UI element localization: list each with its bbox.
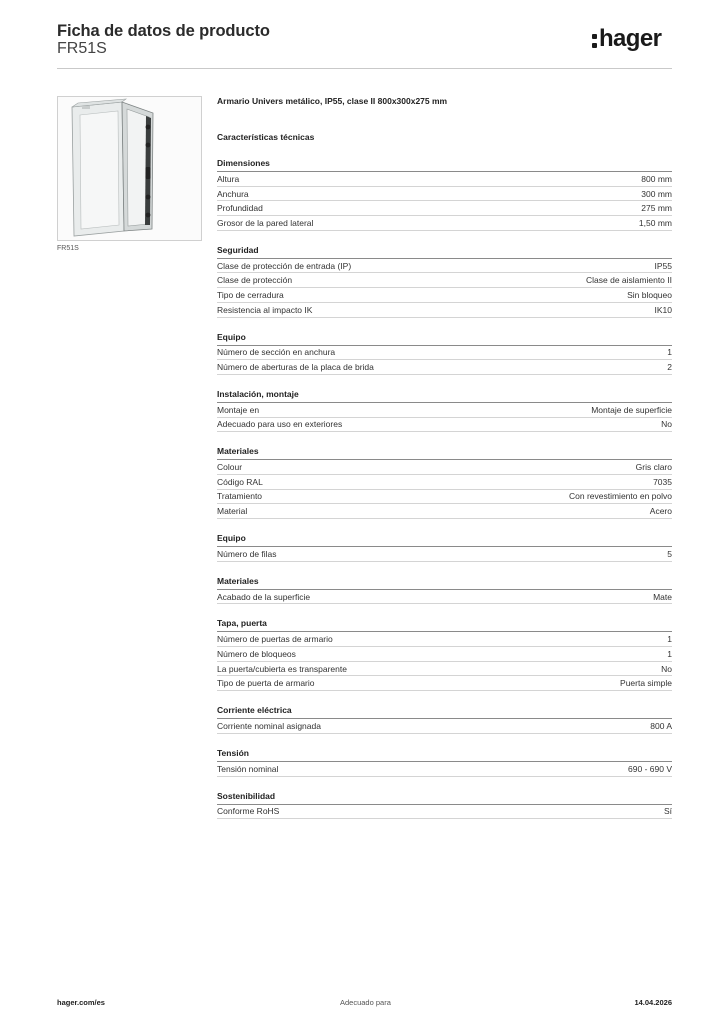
spec-value: 690 - 690 V: [628, 763, 672, 774]
section-title: Equipo: [217, 331, 672, 346]
spec-label: Altura: [217, 173, 240, 184]
datasheet-main: [217, 94, 672, 819]
page-title: Ficha de datos de producto: [57, 22, 270, 40]
spec-row: [217, 632, 672, 647]
spec-row: [217, 504, 672, 519]
product-image: [57, 96, 202, 241]
spec-value: 1,50 mm: [638, 217, 672, 228]
spec-value: 300 mm: [641, 188, 672, 199]
spec-section: [217, 388, 672, 432]
spec-value: 275 mm: [641, 203, 672, 214]
footer-note: Adecuado para: [340, 998, 391, 1007]
spec-label: Número de puertas de armario: [217, 634, 333, 645]
spec-label: Anchura: [217, 188, 249, 199]
footer-website: hager.com/es: [57, 998, 105, 1007]
spec-row: [217, 805, 672, 820]
spec-row: [217, 259, 672, 274]
spec-row: [217, 172, 672, 187]
product-description: Armario Univers metálico, IP55, clase II 800x300x275 mm: [217, 96, 448, 106]
spec-value: 2: [667, 362, 672, 373]
spec-label: Resistencia al impacto IK: [217, 304, 313, 315]
spec-label: Número de filas: [217, 548, 277, 559]
spec-label: Tipo de puerta de armario: [217, 678, 315, 689]
spec-row: [217, 201, 672, 216]
spec-row: [217, 360, 672, 375]
spec-label: Clase de protección: [217, 275, 293, 286]
section-title: Corriente eléctrica: [217, 704, 672, 719]
spec-sections: [217, 157, 672, 819]
spec-row: [217, 273, 672, 288]
spec-row: [217, 762, 672, 777]
spec-row: [217, 590, 672, 605]
spec-value: 800 mm: [641, 173, 672, 184]
spec-row: [217, 403, 672, 418]
logo-text: hager: [599, 25, 662, 52]
spec-value: Montaje de superficie: [591, 404, 672, 415]
spec-value: Con revestimiento en polvo: [568, 491, 672, 502]
spec-value: Clase de aislamiento II: [586, 275, 672, 286]
spec-label: Número de aberturas de la placa de brida: [217, 362, 374, 373]
section-title: Dimensiones: [217, 157, 672, 172]
header-divider: [57, 68, 672, 69]
section-title: Instalación, montaje: [217, 388, 672, 403]
hager-logo: [592, 26, 661, 58]
product-image-caption: FR51S: [57, 245, 79, 252]
spec-label: Montaje en: [217, 404, 260, 415]
spec-label: Acabado de la superficie: [217, 591, 311, 602]
spec-label: Material: [217, 506, 248, 517]
spec-row: [217, 346, 672, 361]
section-title: Seguridad: [217, 244, 672, 259]
section-title: Materiales: [217, 575, 672, 590]
spec-section: [217, 617, 672, 691]
spec-value: 1: [667, 347, 672, 358]
spec-section: [217, 575, 672, 605]
spec-value: 5: [667, 548, 672, 559]
spec-row: [217, 303, 672, 318]
product-code: FR51S: [57, 40, 107, 57]
spec-value: Sin bloqueo: [627, 289, 672, 300]
spec-row: [217, 475, 672, 490]
spec-label: Tipo de cerradura: [217, 289, 284, 300]
section-title: Materiales: [217, 445, 672, 460]
spec-label: Número de sección en anchura: [217, 347, 336, 358]
spec-value: IP55: [654, 260, 672, 271]
spec-value: 7035: [653, 476, 672, 487]
section-title: Equipo: [217, 532, 672, 547]
spec-row: [217, 460, 672, 475]
spec-row: [217, 187, 672, 202]
spec-value: Sí: [663, 806, 672, 817]
spec-row: [217, 216, 672, 231]
spec-row: [217, 719, 672, 734]
spec-label: Colour: [217, 462, 243, 473]
spec-row: [217, 288, 672, 303]
spec-label: Corriente nominal asignada: [217, 720, 321, 731]
spec-section: [217, 532, 672, 562]
logo-dots-icon: [592, 34, 597, 48]
spec-section: [217, 445, 672, 519]
spec-value: 1: [667, 634, 672, 645]
section-title: Tapa, puerta: [217, 617, 672, 632]
spec-row: [217, 647, 672, 662]
spec-label: Tensión nominal: [217, 763, 279, 774]
spec-section: [217, 331, 672, 375]
spec-label: Número de bloqueos: [217, 648, 296, 659]
spec-value: No: [661, 419, 672, 430]
spec-label: Conforme RoHS: [217, 806, 280, 817]
spec-value: 800 A: [650, 720, 672, 731]
spec-section: [217, 157, 672, 231]
section-title: Tensión: [217, 747, 672, 762]
spec-label: Profundidad: [217, 203, 263, 214]
spec-label: Adecuado para uso en exteriores: [217, 419, 343, 430]
spec-section: [217, 747, 672, 777]
spec-row: [217, 418, 672, 433]
footer-date: 14.04.2026: [634, 998, 672, 1007]
tech-characteristics-heading: Características técnicas: [217, 132, 315, 142]
spec-value: Gris claro: [635, 462, 672, 473]
spec-section: [217, 244, 672, 318]
spec-label: Tratamiento: [217, 491, 263, 502]
cabinet-icon: [58, 97, 201, 240]
spec-value: Acero: [649, 506, 672, 517]
spec-section: [217, 704, 672, 734]
spec-value: 1: [667, 648, 672, 659]
spec-row: [217, 490, 672, 505]
spec-value: IK10: [654, 304, 672, 315]
section-title: Sostenibilidad: [217, 790, 672, 805]
spec-row: [217, 662, 672, 677]
spec-label: Código RAL: [217, 476, 263, 487]
spec-label: Grosor de la pared lateral: [217, 217, 314, 228]
spec-value: Mate: [653, 591, 672, 602]
spec-label: Clase de protección de entrada (IP): [217, 260, 352, 271]
spec-value: No: [661, 663, 672, 674]
spec-section: [217, 790, 672, 820]
spec-value: Puerta simple: [620, 678, 672, 689]
spec-row: [217, 676, 672, 691]
spec-label: La puerta/cubierta es transparente: [217, 663, 347, 674]
spec-row: [217, 547, 672, 562]
